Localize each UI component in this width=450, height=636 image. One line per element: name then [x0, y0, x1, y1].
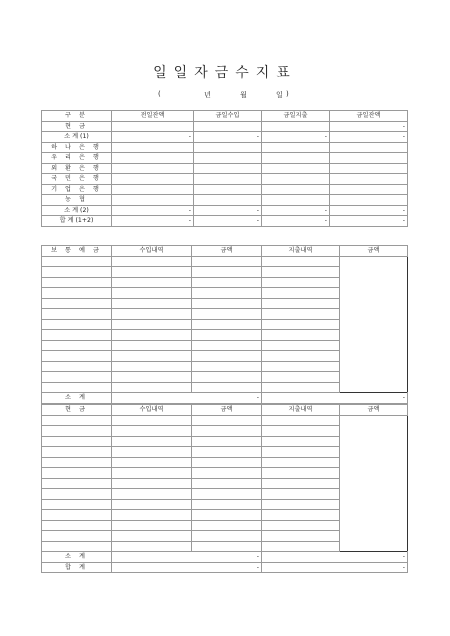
deposit-entry-cell[interactable]: [192, 309, 262, 320]
deposit-entry-cell[interactable]: [192, 382, 262, 393]
cash-entry-row: [42, 520, 408, 531]
date-year-label: 년: [204, 91, 211, 99]
cash-entry-cell[interactable]: [262, 520, 340, 531]
total-row: [42, 216, 408, 227]
summary-table: [41, 110, 408, 227]
cash-entry-cell[interactable]: [192, 541, 262, 552]
cash-entry-cell[interactable]: [42, 489, 112, 500]
deposit-entry-row: [42, 298, 408, 309]
deposit-header-row: [42, 246, 408, 257]
date-close-paren: ): [286, 90, 289, 98]
deposit-entry-cell[interactable]: [192, 330, 262, 341]
cash-row: [42, 121, 408, 132]
bank-cell[interactable]: [262, 142, 330, 153]
header-today-expense: 금일지출: [262, 111, 330, 122]
deposit-entry-cell[interactable]: [112, 330, 192, 341]
cash-entry-row: [42, 415, 408, 426]
cash-entry-row: [42, 468, 408, 479]
cash-entry-cell[interactable]: [42, 415, 112, 426]
total-value: -: [262, 216, 330, 227]
bank-cell[interactable]: [262, 195, 330, 206]
cash-entry-cell[interactable]: [192, 447, 262, 458]
cash-entry-cell[interactable]: [192, 468, 262, 479]
bank-label: 기 업 은 행: [42, 184, 112, 195]
bank-cell[interactable]: [330, 153, 408, 164]
cash-total-expense: -: [262, 562, 408, 573]
subtotal1-value: -: [330, 132, 408, 143]
bank-cell[interactable]: [262, 153, 330, 164]
deposit-entry-row: [42, 361, 408, 372]
bank-label: 우 리 은 행: [42, 153, 112, 164]
cash-section-label: 현 금: [42, 405, 112, 416]
cash-entry-cell[interactable]: [262, 415, 340, 426]
deposit-entry-cell[interactable]: [192, 340, 262, 351]
cash-entry-cell[interactable]: [192, 436, 262, 447]
deposit-header-income-desc: 수입내역: [112, 246, 192, 257]
cash-subtotal-income: -: [112, 552, 262, 563]
deposit-table: [41, 245, 408, 404]
deposit-entry-row: [42, 382, 408, 393]
deposit-header-expense-desc: 지출내역: [262, 246, 340, 257]
cash-entry-cell[interactable]: [262, 499, 340, 510]
deposit-entry-cell[interactable]: [262, 298, 340, 309]
date-day-label: 일: [276, 91, 283, 99]
bank-cell[interactable]: [262, 184, 330, 195]
bank-cell[interactable]: [112, 163, 194, 174]
cash-entry-cell[interactable]: [262, 531, 340, 542]
deposit-entry-cell[interactable]: [42, 288, 112, 299]
cash-header-income-amount: 금액: [192, 405, 262, 416]
cash-entry-row: [42, 478, 408, 489]
cash-row-value[interactable]: [112, 121, 194, 132]
bank-cell[interactable]: [112, 174, 194, 185]
deposit-entry-cell[interactable]: [262, 277, 340, 288]
cash-entry-cell[interactable]: [262, 478, 340, 489]
cash-entry-cell[interactable]: [262, 426, 340, 437]
total-value: -: [112, 216, 194, 227]
deposit-entry-cell[interactable]: [192, 288, 262, 299]
cash-entry-cell[interactable]: [42, 457, 112, 468]
bank-label: 하 나 은 행: [42, 142, 112, 153]
deposit-entry-cell[interactable]: [112, 298, 192, 309]
deposit-entry-row: [42, 319, 408, 330]
deposit-entry-row: [42, 288, 408, 299]
cash-entry-cell[interactable]: [42, 531, 112, 542]
bank-row: [42, 142, 408, 153]
bank-cell[interactable]: [330, 195, 408, 206]
cash-entry-cell[interactable]: [262, 457, 340, 468]
header-today-income: 금일수입: [194, 111, 262, 122]
cash-entry-cell[interactable]: [42, 478, 112, 489]
bank-row: [42, 195, 408, 206]
cash-entry-cell[interactable]: [42, 447, 112, 458]
deposit-entry-cell[interactable]: [112, 288, 192, 299]
bank-cell[interactable]: [262, 163, 330, 174]
cash-entry-cell[interactable]: [192, 499, 262, 510]
deposit-entry-cell[interactable]: [262, 267, 340, 278]
deposit-entry-cell[interactable]: [192, 277, 262, 288]
deposit-entry-cell[interactable]: [112, 372, 192, 383]
subtotal2-row: [42, 205, 408, 216]
cash-entry-cell[interactable]: [192, 520, 262, 531]
deposit-entry-cell[interactable]: [262, 256, 340, 267]
cash-entry-row: [42, 499, 408, 510]
cash-entry-cell[interactable]: [112, 436, 192, 447]
bank-cell[interactable]: [194, 174, 262, 185]
header-today-balance: 금일잔액: [330, 111, 408, 122]
total-label: 합 계 (1+2): [42, 216, 112, 227]
deposit-entry-cell[interactable]: [42, 298, 112, 309]
bank-row: [42, 184, 408, 195]
cash-entry-cell[interactable]: [42, 541, 112, 552]
date-month-label: 월: [240, 91, 247, 99]
cash-entry-row: [42, 510, 408, 521]
deposit-entry-row: [42, 372, 408, 383]
cash-entry-cell[interactable]: [112, 489, 192, 500]
cash-entry-row: [42, 447, 408, 458]
deposit-entry-cell[interactable]: [192, 256, 262, 267]
cash-total-income: -: [112, 562, 262, 573]
subtotal1-row: [42, 132, 408, 143]
bank-row: [42, 153, 408, 164]
cash-entry-cell[interactable]: [262, 510, 340, 521]
total-value: -: [194, 216, 262, 227]
subtotal2-value: -: [112, 205, 194, 216]
deposit-entry-cell[interactable]: [42, 372, 112, 383]
bank-cell[interactable]: [194, 184, 262, 195]
cash-entry-cell[interactable]: [262, 541, 340, 552]
cash-row-label: 현 금: [42, 121, 112, 132]
bank-cell[interactable]: [330, 184, 408, 195]
cash-entry-cell[interactable]: [192, 415, 262, 426]
subtotal1-label: 소 계 (1): [42, 132, 112, 143]
header-category: 구 분: [42, 111, 112, 122]
cash-entry-row: [42, 489, 408, 500]
deposit-entry-cell[interactable]: [262, 288, 340, 299]
deposit-header-expense-amount: 금액: [340, 246, 408, 257]
cash-subtotal-expense: -: [262, 552, 408, 563]
deposit-entry-cell[interactable]: [42, 340, 112, 351]
deposit-entry-cell[interactable]: [112, 340, 192, 351]
cash-header-expense-desc: 지출내역: [262, 405, 340, 416]
bank-label: 농 협: [42, 195, 112, 206]
bank-cell[interactable]: [262, 174, 330, 185]
subtotal2-value: -: [262, 205, 330, 216]
cash-total-label: 합 계: [42, 562, 112, 573]
cash-entry-cell[interactable]: [262, 489, 340, 500]
subtotal2-label: 소 계 (2): [42, 205, 112, 216]
deposit-entry-cell[interactable]: [192, 298, 262, 309]
deposit-entry-cell[interactable]: [42, 351, 112, 362]
bank-cell[interactable]: [194, 153, 262, 164]
bank-cell[interactable]: [330, 142, 408, 153]
header-prev-balance: 전일잔액: [112, 111, 194, 122]
summary-header-row: [42, 111, 408, 122]
deposit-entry-row: [42, 340, 408, 351]
cash-entry-cell[interactable]: [192, 489, 262, 500]
cash-entry-row: [42, 541, 408, 552]
bank-cell[interactable]: [330, 163, 408, 174]
subtotal1-value: -: [112, 132, 194, 143]
deposit-entry-row: [42, 330, 408, 341]
deposit-entry-cell[interactable]: [42, 309, 112, 320]
deposit-entry-cell[interactable]: [192, 351, 262, 362]
bank-cell[interactable]: [194, 163, 262, 174]
cash-entry-cell[interactable]: [192, 426, 262, 437]
deposit-entry-cell[interactable]: [112, 382, 192, 393]
cash-entry-cell[interactable]: [42, 499, 112, 510]
bank-cell[interactable]: [194, 142, 262, 153]
subtotal2-value: -: [194, 205, 262, 216]
cash-row-value[interactable]: [262, 121, 330, 132]
deposit-entry-cell[interactable]: [42, 319, 112, 330]
deposit-entry-cell[interactable]: [42, 361, 112, 372]
deposit-entry-cell[interactable]: [42, 267, 112, 278]
deposit-entry-cell[interactable]: [262, 340, 340, 351]
deposit-section-label: 보 통 예 금: [42, 246, 112, 257]
deposit-entry-cell[interactable]: [192, 267, 262, 278]
cash-entry-cell[interactable]: [112, 478, 192, 489]
cash-subtotal-label: 소 계: [42, 552, 112, 563]
cash-entry-cell[interactable]: [192, 510, 262, 521]
cash-entry-cell[interactable]: [112, 531, 192, 542]
deposit-entry-cell[interactable]: [42, 256, 112, 267]
bank-cell[interactable]: [330, 174, 408, 185]
deposit-entry-cell[interactable]: [112, 267, 192, 278]
cash-entry-cell[interactable]: [112, 510, 192, 521]
deposit-entry-cell[interactable]: [192, 372, 262, 383]
deposit-entry-cell[interactable]: [112, 309, 192, 320]
cash-row-value[interactable]: -: [330, 121, 408, 132]
cash-header-row: [42, 405, 408, 416]
cash-entry-cell[interactable]: [42, 436, 112, 447]
deposit-entry-row: [42, 256, 408, 267]
cash-entry-row: [42, 531, 408, 542]
deposit-subtotal-income: -: [112, 393, 262, 404]
bank-cell[interactable]: [194, 195, 262, 206]
cash-entry-cell[interactable]: [112, 447, 192, 458]
cash-table: [41, 404, 408, 573]
bank-row: [42, 174, 408, 185]
cash-entry-cell[interactable]: [112, 541, 192, 552]
bank-label: 외 환 은 행: [42, 163, 112, 174]
cash-entry-cell[interactable]: [112, 457, 192, 468]
cash-entry-cell[interactable]: [42, 510, 112, 521]
deposit-entry-cell[interactable]: [262, 319, 340, 330]
deposit-entry-cell[interactable]: [42, 382, 112, 393]
subtotal1-value: -: [262, 132, 330, 143]
bank-cell[interactable]: [112, 142, 194, 153]
deposit-entry-cell[interactable]: [42, 330, 112, 341]
bank-label: 국 민 은 행: [42, 174, 112, 185]
cash-entry-cell[interactable]: [42, 520, 112, 531]
deposit-header-income-amount: 금액: [192, 246, 262, 257]
cash-entry-row: [42, 426, 408, 437]
cash-header-income-desc: 수입내역: [112, 405, 192, 416]
cash-entry-cell[interactable]: [42, 426, 112, 437]
deposit-subtotal-row: [42, 393, 408, 404]
cash-subtotal-row: [42, 552, 408, 563]
subtotal2-value: -: [330, 205, 408, 216]
cash-entry-cell[interactable]: [262, 436, 340, 447]
cash-total-row: [42, 562, 408, 573]
cash-header-expense-amount: 금액: [340, 405, 408, 416]
deposit-entry-cell[interactable]: [112, 351, 192, 362]
deposit-entry-cell[interactable]: [262, 361, 340, 372]
date-line: [158, 90, 292, 100]
deposit-entry-cell[interactable]: [112, 361, 192, 372]
cash-entry-cell[interactable]: [192, 531, 262, 542]
deposit-entry-cell[interactable]: [112, 277, 192, 288]
deposit-entry-row: [42, 351, 408, 362]
deposit-entry-cell[interactable]: [112, 319, 192, 330]
cash-entry-cell[interactable]: [42, 468, 112, 479]
deposit-entry-cell[interactable]: [262, 351, 340, 362]
deposit-subtotal-expense: -: [262, 393, 408, 404]
page-title: 일일자금수지표: [153, 65, 297, 81]
deposit-entry-cell[interactable]: [262, 372, 340, 383]
deposit-subtotal-label: 소 계: [42, 393, 112, 404]
deposit-entry-row: [42, 309, 408, 320]
cash-row-value[interactable]: [194, 121, 262, 132]
cash-entry-cell[interactable]: [112, 520, 192, 531]
cash-entry-cell[interactable]: [112, 499, 192, 510]
cash-entry-cell[interactable]: [112, 415, 192, 426]
date-open-paren: (: [158, 90, 161, 98]
cash-entry-cell[interactable]: [192, 457, 262, 468]
deposit-entry-cell[interactable]: [42, 277, 112, 288]
cash-entry-cell[interactable]: [262, 447, 340, 458]
deposit-entry-cell[interactable]: [192, 319, 262, 330]
deposit-entry-cell[interactable]: [112, 256, 192, 267]
bank-row: [42, 163, 408, 174]
cash-entry-row: [42, 457, 408, 468]
deposit-entry-row: [42, 267, 408, 278]
cash-entry-row: [42, 436, 408, 447]
deposit-entry-cell[interactable]: [192, 361, 262, 372]
deposit-entry-row: [42, 277, 408, 288]
cash-entry-cell[interactable]: [262, 468, 340, 479]
deposit-entry-cell[interactable]: [262, 382, 340, 393]
bank-cell[interactable]: [112, 153, 194, 164]
deposit-entry-cell[interactable]: [262, 330, 340, 341]
total-value: -: [330, 216, 408, 227]
deposit-entry-cell[interactable]: [262, 309, 340, 320]
cash-entry-cell[interactable]: [112, 426, 192, 437]
bank-cell[interactable]: [112, 184, 194, 195]
bank-cell[interactable]: [112, 195, 194, 206]
cash-entry-cell[interactable]: [112, 468, 192, 479]
cash-entry-cell[interactable]: [192, 478, 262, 489]
subtotal1-value: -: [194, 132, 262, 143]
